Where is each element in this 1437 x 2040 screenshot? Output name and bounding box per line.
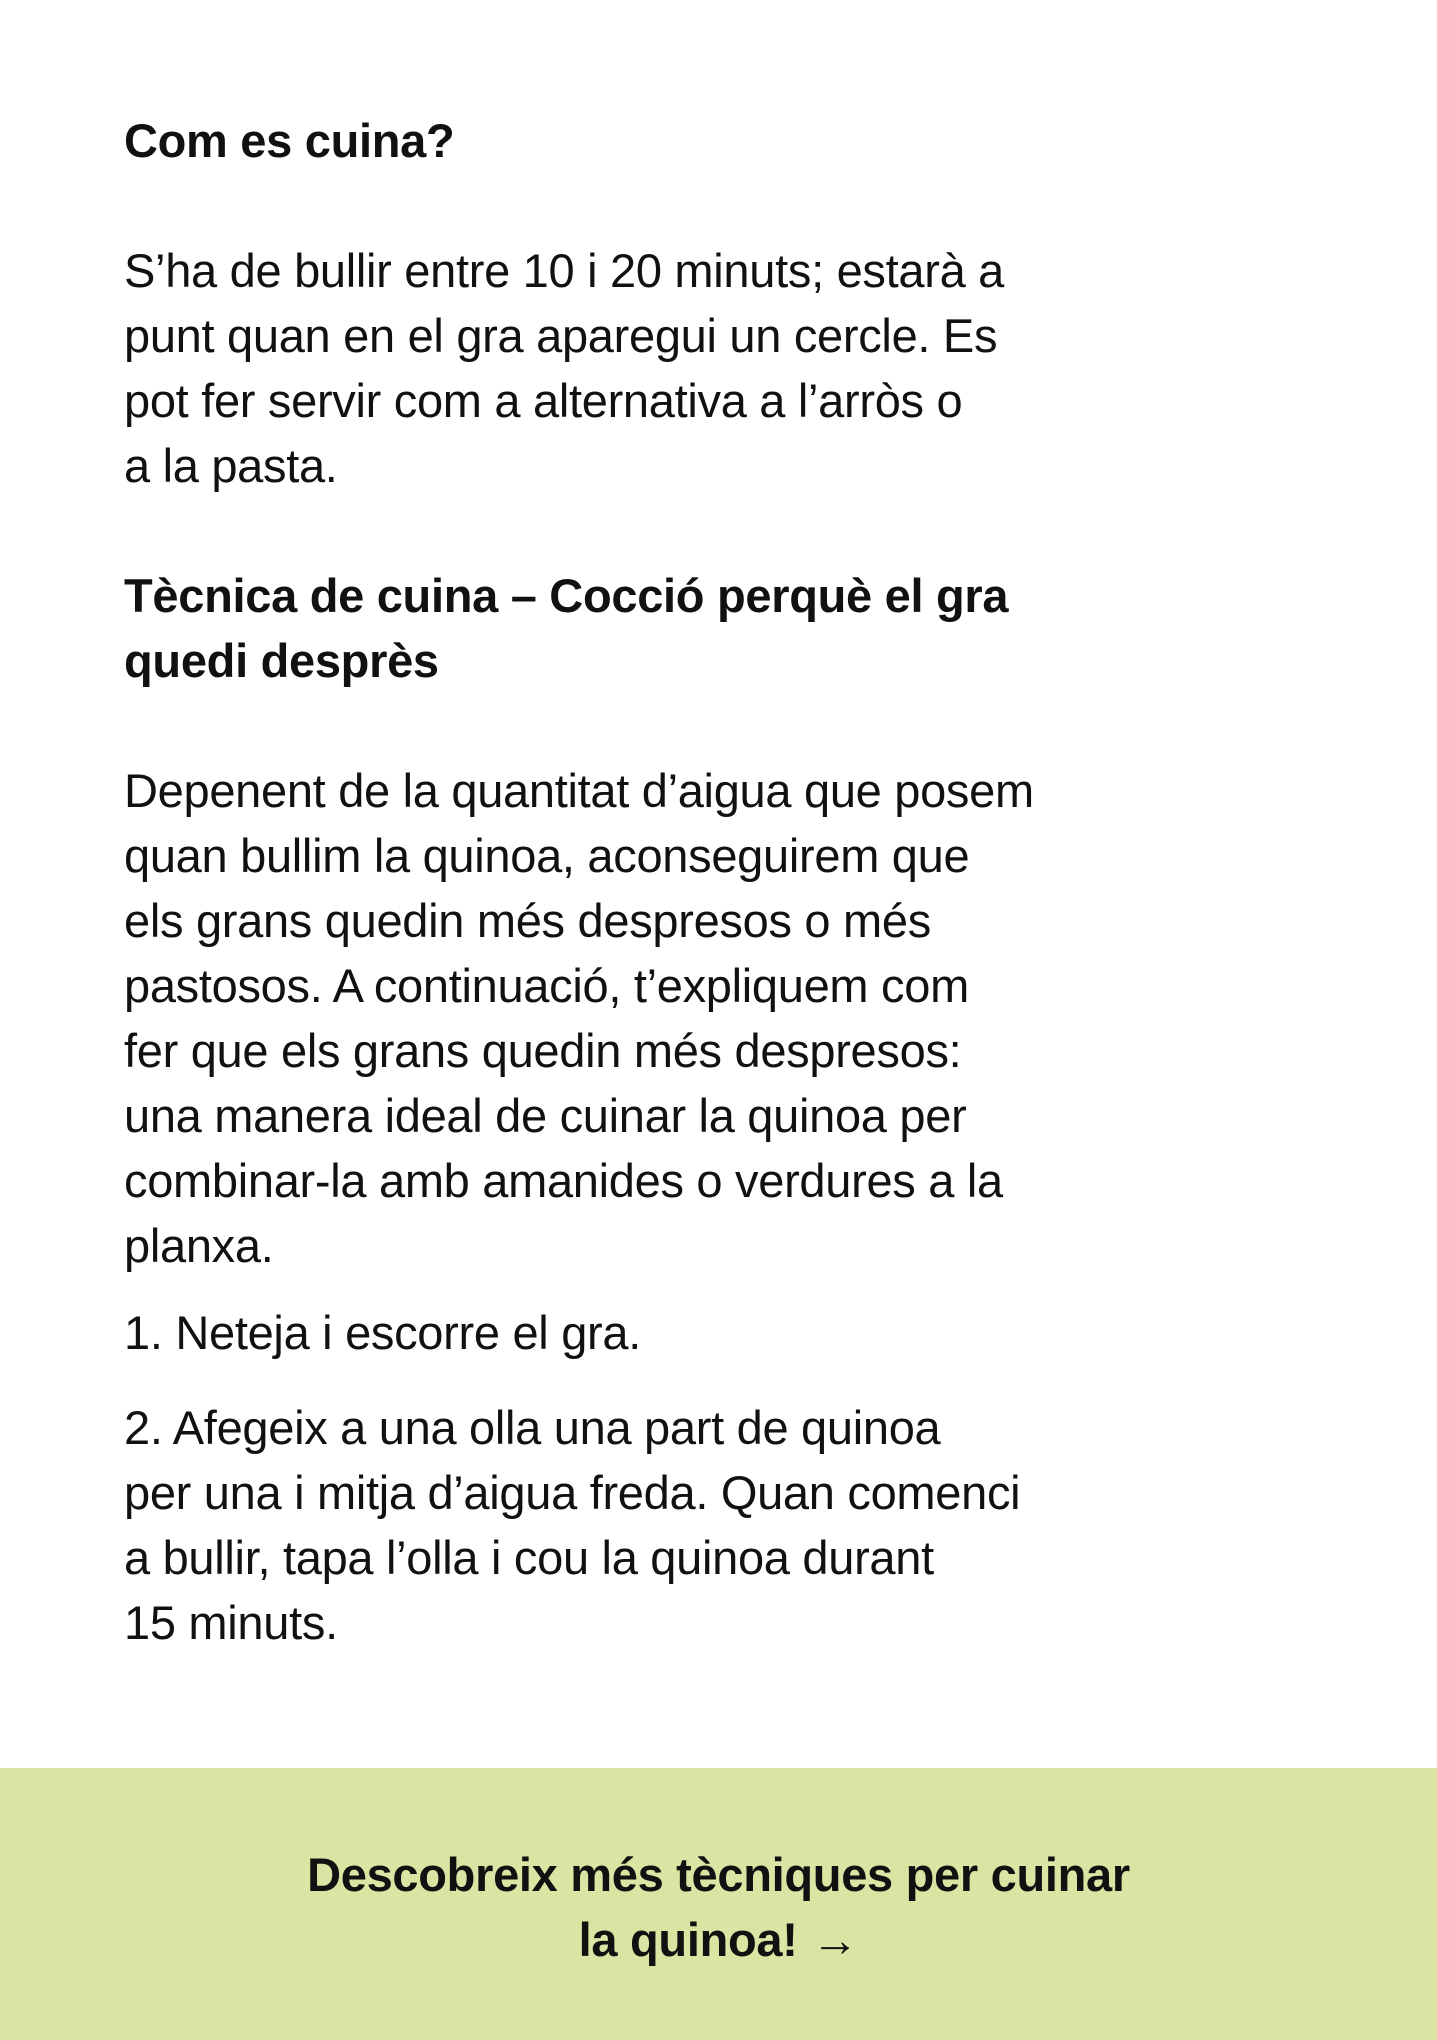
- text-line: a la pasta.: [124, 439, 338, 492]
- text-line: els grans quedin més despresos o més: [124, 894, 931, 947]
- text-line: 1. Neteja i escorre el gra.: [124, 1306, 641, 1359]
- text-line: Depenent de la quantitat d’aigua que posem: [124, 764, 1034, 817]
- discover-more-link[interactable]: [0, 1842, 1437, 1972]
- cta-line-2: la quinoa!: [578, 1913, 798, 1966]
- arrow-right-icon: →: [811, 1913, 859, 1966]
- text-line: fer que els grans quedin més despresos:: [124, 1024, 962, 1077]
- text-line: S’ha de bullir entre 10 i 20 minuts; estarà a: [124, 244, 1005, 297]
- heading-tecnica-de-cuina: [124, 563, 1264, 693]
- text-line: planxa.: [124, 1219, 274, 1272]
- paragraph-cooking-time: [124, 238, 1264, 498]
- heading-com-es-cuina: Com es cuina?: [124, 114, 455, 167]
- step-2: [124, 1395, 1264, 1655]
- text-line: per una i mitja d’aigua freda. Quan comenci: [124, 1466, 1021, 1519]
- text-line: pastosos. A continuació, t’expliquem com: [124, 959, 969, 1012]
- heading-line: Tècnica de cuina – Cocció perquè el gra: [124, 569, 1009, 622]
- cta-line-1: Descobreix més tècniques per cuinar: [307, 1848, 1130, 1901]
- step-1: [124, 1300, 1264, 1365]
- text-line: punt quan en el gra aparegui un cercle. Es: [124, 309, 998, 362]
- article-content: [124, 108, 1264, 1655]
- text-line: una manera ideal de cuinar la quinoa per: [124, 1089, 967, 1142]
- paragraph-water-quantity: [124, 758, 1264, 1278]
- text-line: quan bullim la quinoa, aconseguirem que: [124, 829, 970, 882]
- text-line: combinar-la amb amanides o verdures a la: [124, 1154, 1003, 1207]
- heading-line: quedi desprès: [124, 634, 439, 687]
- text-line: 2. Afegeix a una olla una part de quinoa: [124, 1401, 941, 1454]
- text-line: a bullir, tapa l’olla i cou la quinoa durant: [124, 1531, 934, 1584]
- text-line: pot fer servir com a alternativa a l’arròs o: [124, 374, 963, 427]
- text-line: 15 minuts.: [124, 1596, 338, 1649]
